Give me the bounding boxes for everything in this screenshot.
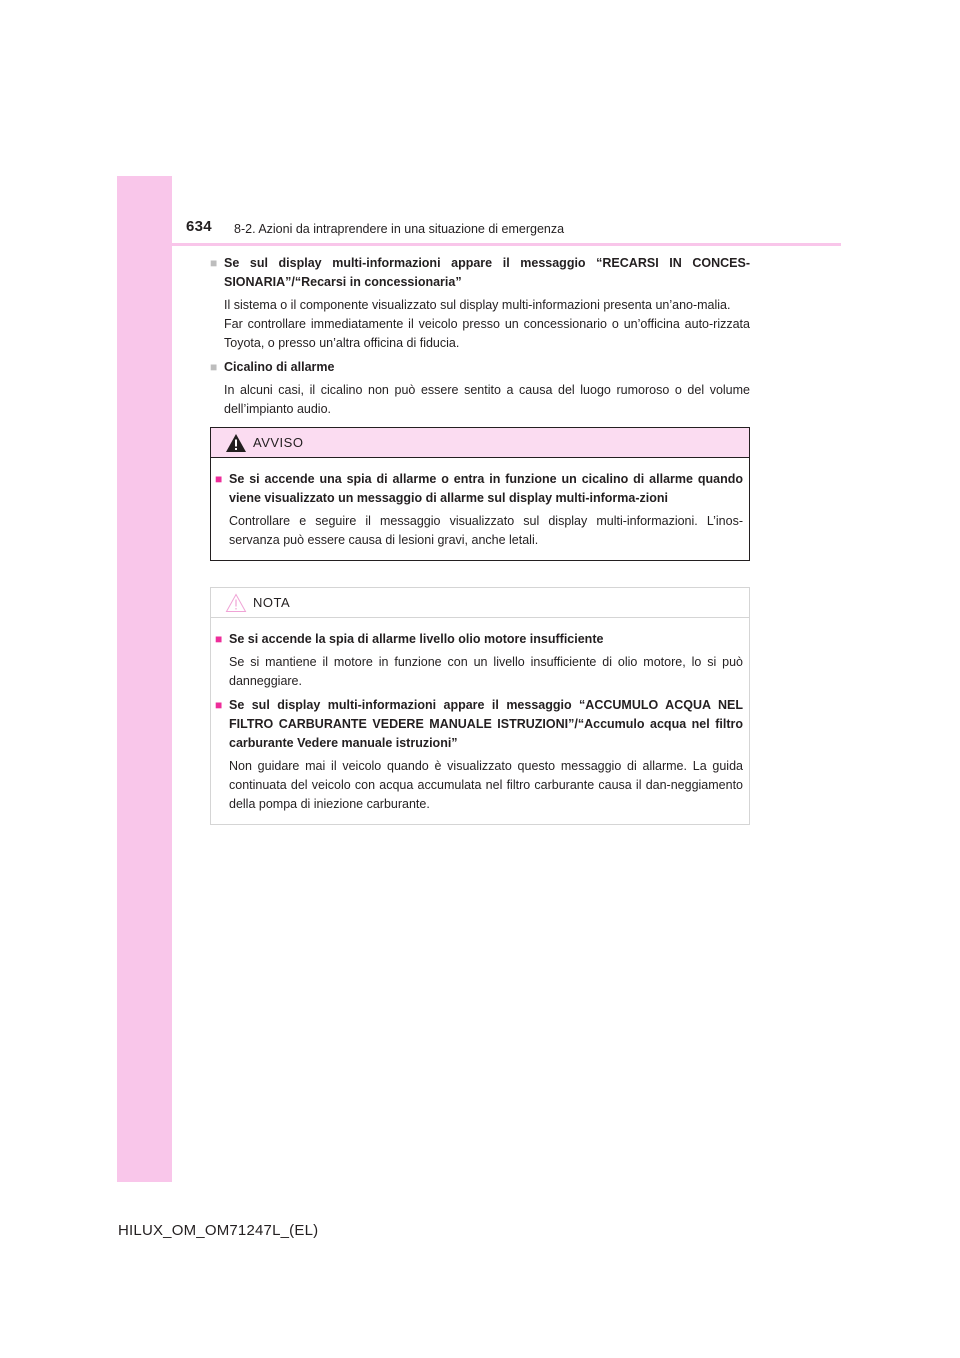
header-divider bbox=[172, 243, 841, 246]
square-bullet-icon: ■ bbox=[210, 360, 218, 374]
warning-item bbox=[215, 470, 743, 550]
warning-item-heading: Se si accende una spia di allarme o entra in funzione un cicalino di allarme quando viene visualizzato un messaggio di allarme sul display multi-informa-zioni bbox=[229, 472, 743, 505]
section-paragraph: Far controllare immediatamente il veicolo presso un concessionario o un’officina auto-rizzata Toyota, o presso un’altra officina di fiducia. bbox=[224, 317, 750, 350]
section-buzzer bbox=[210, 358, 750, 419]
document-code: HILUX_OM_OM71247L_(EL) bbox=[118, 1222, 319, 1239]
page-number: 634 bbox=[186, 218, 212, 235]
nota-item bbox=[215, 630, 743, 691]
nota-item-text: Non guidare mai il veicolo quando è visualizzato questo messaggio di allarme. La guida continuata del veicolo con acqua accumulata nel filtro carburante causa il dan-neggiamento della pompa di iniezione carburante. bbox=[229, 759, 743, 811]
nota-item-heading: Se sul display multi-informazioni appare il messaggio “ACCUMULO ACQUA NEL FILTRO CARBURANTE VEDERE MANUALE ISTRUZIONI”/“Accumulo acqua nel filtro carburante Vedere manuale istruzioni” bbox=[229, 698, 743, 750]
square-bullet-icon: ■ bbox=[210, 256, 218, 270]
section-heading: Se sul display multi-informazioni appare il messaggio “RECARSI IN CONCES-SIONARIA”/“Recarsi in concessionaria” bbox=[224, 256, 750, 289]
warning-box bbox=[210, 427, 750, 561]
warning-box-header bbox=[211, 428, 749, 458]
nota-box-header bbox=[211, 588, 749, 618]
square-bullet-icon: ■ bbox=[215, 472, 223, 486]
nota-item-heading: Se si accende la spia di allarme livello olio motore insufficiente bbox=[229, 632, 604, 646]
nota-item-text: Se si mantiene il motore in funzione con un livello insufficiente di olio motore, lo si può danneggiare. bbox=[229, 655, 743, 688]
section-header-title: 8-2. Azioni da intraprendere in una situazione di emergenza bbox=[234, 222, 565, 236]
warning-item-text: Controllare e seguire il messaggio visualizzato sul display multi-informazioni. L’inos-servanza può essere causa di lesioni gravi, anche letali. bbox=[229, 514, 743, 547]
nota-box bbox=[210, 587, 750, 825]
warning-triangle-icon bbox=[225, 433, 247, 453]
warning-box-title: AVVISO bbox=[253, 435, 304, 450]
caution-triangle-icon bbox=[225, 593, 247, 613]
square-bullet-icon: ■ bbox=[215, 698, 223, 712]
nota-item bbox=[215, 696, 743, 814]
section-heading: Cicalino di allarme bbox=[224, 360, 335, 374]
nota-box-title: NOTA bbox=[253, 595, 291, 610]
section-paragraph: In alcuni casi, il cicalino non può essere sentito a causa del luogo rumoroso o del volume dell’impianto audio. bbox=[224, 383, 750, 416]
section-dealer-message bbox=[210, 254, 750, 353]
side-color-band bbox=[117, 176, 172, 1182]
square-bullet-icon: ■ bbox=[215, 632, 223, 646]
section-paragraph: Il sistema o il componente visualizzato sul display multi-informazioni presenta un’ano-malia. bbox=[224, 298, 731, 312]
page-content bbox=[210, 254, 750, 825]
